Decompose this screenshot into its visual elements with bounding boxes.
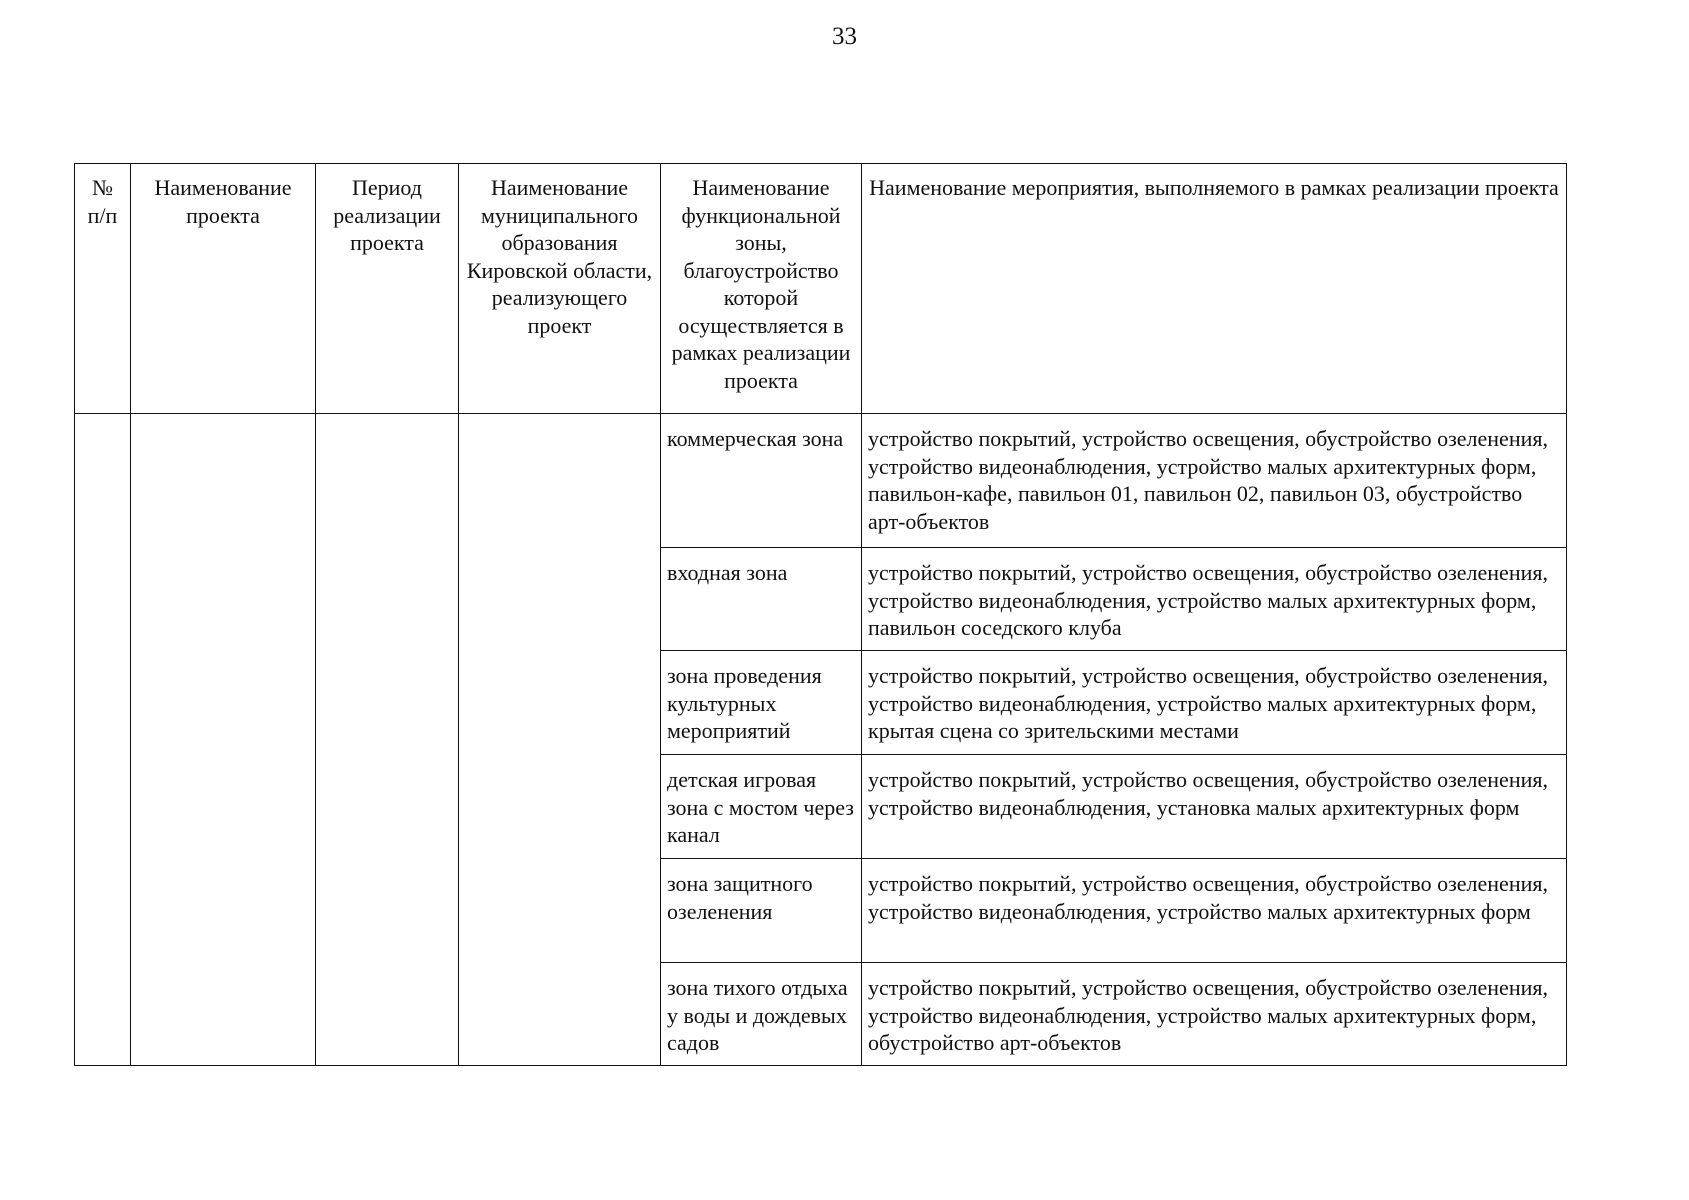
cell-municipality — [459, 414, 661, 1066]
table-header-row — [75, 164, 1567, 414]
cell-activity: устройство покрытий, устройство освещения, обустройство озеленения, устройство видеонаблюдения, устройство малых архитектурных форм, павильон-кафе, павильон 01, павильон 02, павильон 03, обустройство арт-объектов — [862, 414, 1567, 548]
projects-table — [74, 163, 1567, 1066]
cell-zone: детская игровая зона с мостом через канал — [661, 755, 862, 859]
table-row — [75, 414, 1567, 548]
cell-zone: зона тихого отдыха у воды и дождевых садов — [661, 963, 862, 1066]
cell-activity: устройство покрытий, устройство освещения, обустройство озеленения, устройство видеонаблюдения, устройство малых архитектурных форм, обустройство арт-объектов — [862, 963, 1567, 1066]
cell-zone: коммерческая зона — [661, 414, 862, 548]
header-number: № п/п — [75, 164, 131, 414]
cell-number — [75, 414, 131, 1066]
cell-zone: входная зона — [661, 548, 862, 651]
header-municipality: Наименование муниципального образования Кировской области, реализующего проект — [459, 164, 661, 414]
cell-zone: зона проведения культурных мероприятий — [661, 651, 862, 755]
cell-activity: устройство покрытий, устройство освещения, обустройство озеленения, устройство видеонаблюдения, установка малых архитектурных форм — [862, 755, 1567, 859]
cell-period — [316, 414, 459, 1066]
cell-activity: устройство покрытий, устройство освещения, обустройство озеленения, устройство видеонаблюдения, устройство малых архитектурных форм, павильон соседского клуба — [862, 548, 1567, 651]
cell-zone: зона защитного озеленения — [661, 859, 862, 963]
cell-activity: устройство покрытий, устройство освещения, обустройство озеленения, устройство видеонаблюдения, устройство малых архитектурных форм — [862, 859, 1567, 963]
cell-project-name — [131, 414, 316, 1066]
header-project-name: Наименование проекта — [131, 164, 316, 414]
cell-activity: устройство покрытий, устройство освещения, обустройство озеленения, устройство видеонаблюдения, устройство малых архитектурных форм, крытая сцена со зрительскими местами — [862, 651, 1567, 755]
header-activity: Наименование мероприятия, выполняемого в рамках реализации проекта — [862, 164, 1567, 414]
page-number: 33 — [832, 23, 857, 50]
header-period: Период реализации проекта — [316, 164, 459, 414]
header-functional-zone: Наименование функциональной зоны, благоустройство которой осуществляется в рамках реализации проекта — [661, 164, 862, 414]
